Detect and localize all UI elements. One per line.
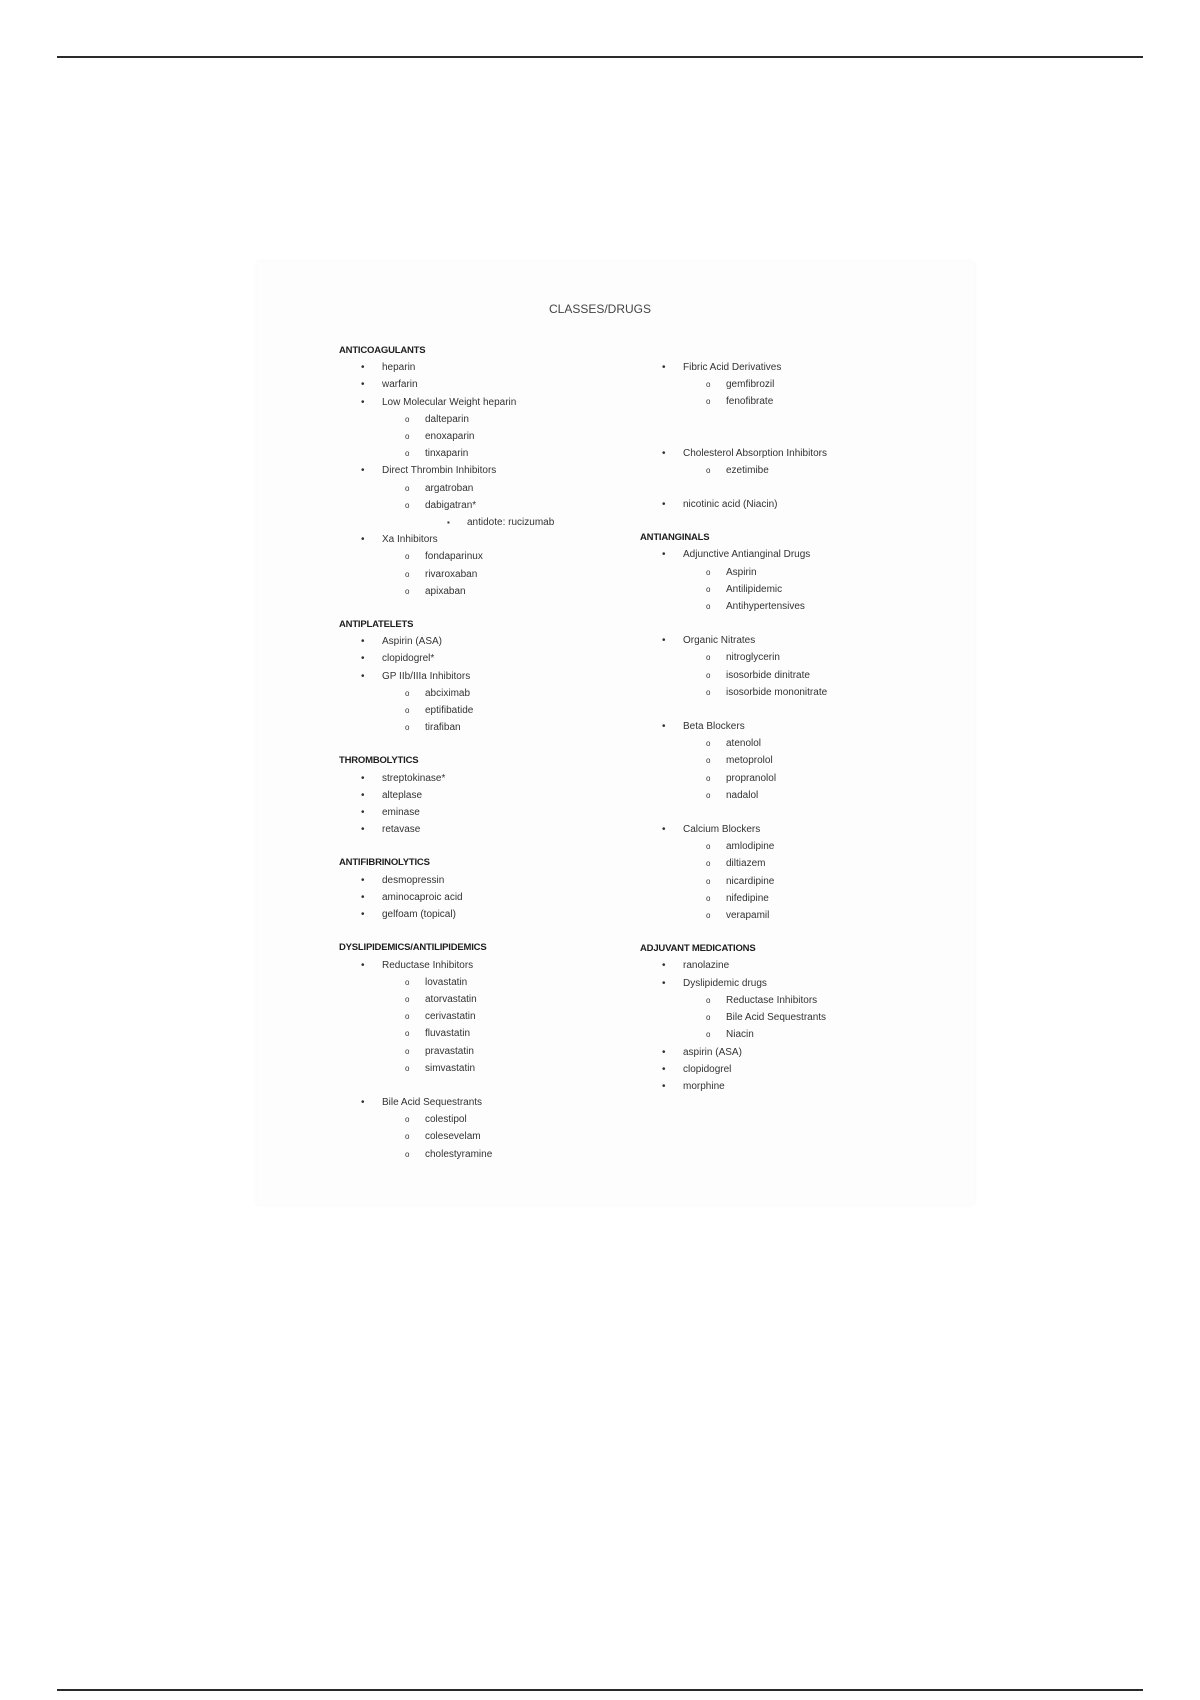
list-item: • heparin xyxy=(339,359,639,376)
list-item: • clopidogrel xyxy=(640,1061,940,1078)
section-spacer xyxy=(339,600,639,616)
page-top-rule xyxy=(57,56,1143,58)
list-item: • eminase xyxy=(339,804,639,821)
list-spacer xyxy=(640,615,940,632)
drug-list xyxy=(339,359,639,600)
section-spacer xyxy=(339,838,639,854)
list-item: o metoprolol xyxy=(640,752,940,769)
list-item: o argatroban xyxy=(339,480,639,497)
list-item: • gelfoam (topical) xyxy=(339,906,639,923)
list-spacer xyxy=(640,411,940,428)
list-item: o simvastatin xyxy=(339,1060,639,1077)
section-heading-dyslipidemics-antilipidemics: DYSLIPIDEMICS/ANTILIPIDEMICS xyxy=(339,942,487,954)
list-item: • Calcium Blockers xyxy=(640,821,940,838)
list-item: • morphine xyxy=(640,1078,940,1095)
list-item: o atenolol xyxy=(640,735,940,752)
section-spacer xyxy=(640,924,940,940)
list-item: • warfarin xyxy=(339,376,639,393)
list-item: • retavase xyxy=(339,821,639,838)
page-bottom-rule xyxy=(57,1689,1143,1691)
drug-list xyxy=(339,770,639,839)
section-heading-antiplatelets: ANTIPLATELETS xyxy=(339,619,414,631)
list-item: • Organic Nitrates xyxy=(640,632,940,649)
list-item: o Bile Acid Sequestrants xyxy=(640,1009,940,1026)
list-item: o Antilipidemic xyxy=(640,581,940,598)
list-item: o isosorbide mononitrate xyxy=(640,684,940,701)
list-spacer xyxy=(640,701,940,718)
list-item: o nadalol xyxy=(640,787,940,804)
list-item: • Low Molecular Weight heparin xyxy=(339,394,639,411)
list-item: • aminocaproic acid xyxy=(339,889,639,906)
list-spacer xyxy=(640,479,940,496)
list-item: ▪ antidote: rucizumab xyxy=(339,514,639,531)
list-item: • desmopressin xyxy=(339,872,639,889)
document-title: CLASSES/DRUGS xyxy=(548,302,652,316)
list-item: • ranolazine xyxy=(640,957,940,974)
list-item: • nicotinic acid (Niacin) xyxy=(640,496,940,513)
list-item: • clopidogrel* xyxy=(339,650,639,667)
list-item: o pravastatin xyxy=(339,1043,639,1060)
drug-list xyxy=(640,546,940,924)
list-item: o isosorbide dinitrate xyxy=(640,667,940,684)
drug-list xyxy=(640,957,940,1095)
section-heading-adjuvant-medications: ADJUVANT MEDICATIONS xyxy=(640,943,756,955)
list-item: o dabigatran* xyxy=(339,497,639,514)
list-item: o dalteparin xyxy=(339,411,639,428)
list-item: • aspirin (ASA) xyxy=(640,1044,940,1061)
list-item: • alteplase xyxy=(339,787,639,804)
list-item: o Niacin xyxy=(640,1026,940,1043)
list-item: o nicardipine xyxy=(640,873,940,890)
list-item: o Antihypertensives xyxy=(640,598,940,615)
list-item: o nitroglycerin xyxy=(640,649,940,666)
right-column xyxy=(640,359,940,1095)
list-item: o tinxaparin xyxy=(339,445,639,462)
list-item: o tirafiban xyxy=(339,719,639,736)
list-item: • Aspirin (ASA) xyxy=(339,633,639,650)
section-spacer xyxy=(339,923,639,939)
list-item: o lovastatin xyxy=(339,974,639,991)
list-spacer xyxy=(640,804,940,821)
list-item: o enoxaparin xyxy=(339,428,639,445)
list-item: o fondaparinux xyxy=(339,548,639,565)
list-item: o gemfibrozil xyxy=(640,376,940,393)
list-item: o fluvastatin xyxy=(339,1025,639,1042)
section-heading-antianginals: ANTIANGINALS xyxy=(640,532,710,544)
drug-list xyxy=(339,633,639,736)
list-item: o diltiazem xyxy=(640,855,940,872)
list-item: o colestipol xyxy=(339,1111,639,1128)
list-item: • Xa Inhibitors xyxy=(339,531,639,548)
list-item: o eptifibatide xyxy=(339,702,639,719)
section-heading-anticoagulants: ANTICOAGULANTS xyxy=(339,345,426,356)
drug-list xyxy=(339,957,639,1163)
list-item: • Reductase Inhibitors xyxy=(339,957,639,974)
list-spacer xyxy=(339,1077,639,1094)
list-item: • streptokinase* xyxy=(339,770,639,787)
list-item: o abciximab xyxy=(339,685,639,702)
list-item: o Aspirin xyxy=(640,564,940,581)
list-item: o amlodipine xyxy=(640,838,940,855)
list-item: o cerivastatin xyxy=(339,1008,639,1025)
list-item: o rivaroxaban xyxy=(339,566,639,583)
list-item: • Adjunctive Antianginal Drugs xyxy=(640,546,940,563)
drug-list xyxy=(640,359,940,513)
list-item: o propranolol xyxy=(640,770,940,787)
list-item: o Reductase Inhibitors xyxy=(640,992,940,1009)
list-item: o nifedipine xyxy=(640,890,940,907)
list-item: • Dyslipidemic drugs xyxy=(640,975,940,992)
list-item: o verapamil xyxy=(640,907,940,924)
list-item: • Bile Acid Sequestrants xyxy=(339,1094,639,1111)
list-item: o fenofibrate xyxy=(640,393,940,410)
left-column xyxy=(339,342,639,1163)
list-item: o cholestyramine xyxy=(339,1146,639,1163)
list-item: o colesevelam xyxy=(339,1128,639,1145)
list-item: • Cholesterol Absorption Inhibitors xyxy=(640,445,940,462)
list-item: • Direct Thrombin Inhibitors xyxy=(339,462,639,479)
list-item: o apixaban xyxy=(339,583,639,600)
list-spacer xyxy=(640,428,940,445)
list-item: • Beta Blockers xyxy=(640,718,940,735)
list-item: • Fibric Acid Derivatives xyxy=(640,359,940,376)
list-item: o atorvastatin xyxy=(339,991,639,1008)
list-item: • GP IIb/IIIa Inhibitors xyxy=(339,668,639,685)
section-heading-antifibrinolytics: ANTIFIBRINOLYTICS xyxy=(339,857,430,869)
list-item: o ezetimibe xyxy=(640,462,940,479)
section-heading-thrombolytics: THROMBOLYTICS xyxy=(339,755,419,767)
drug-list xyxy=(339,872,639,924)
section-spacer xyxy=(640,513,940,529)
section-spacer xyxy=(339,736,639,752)
